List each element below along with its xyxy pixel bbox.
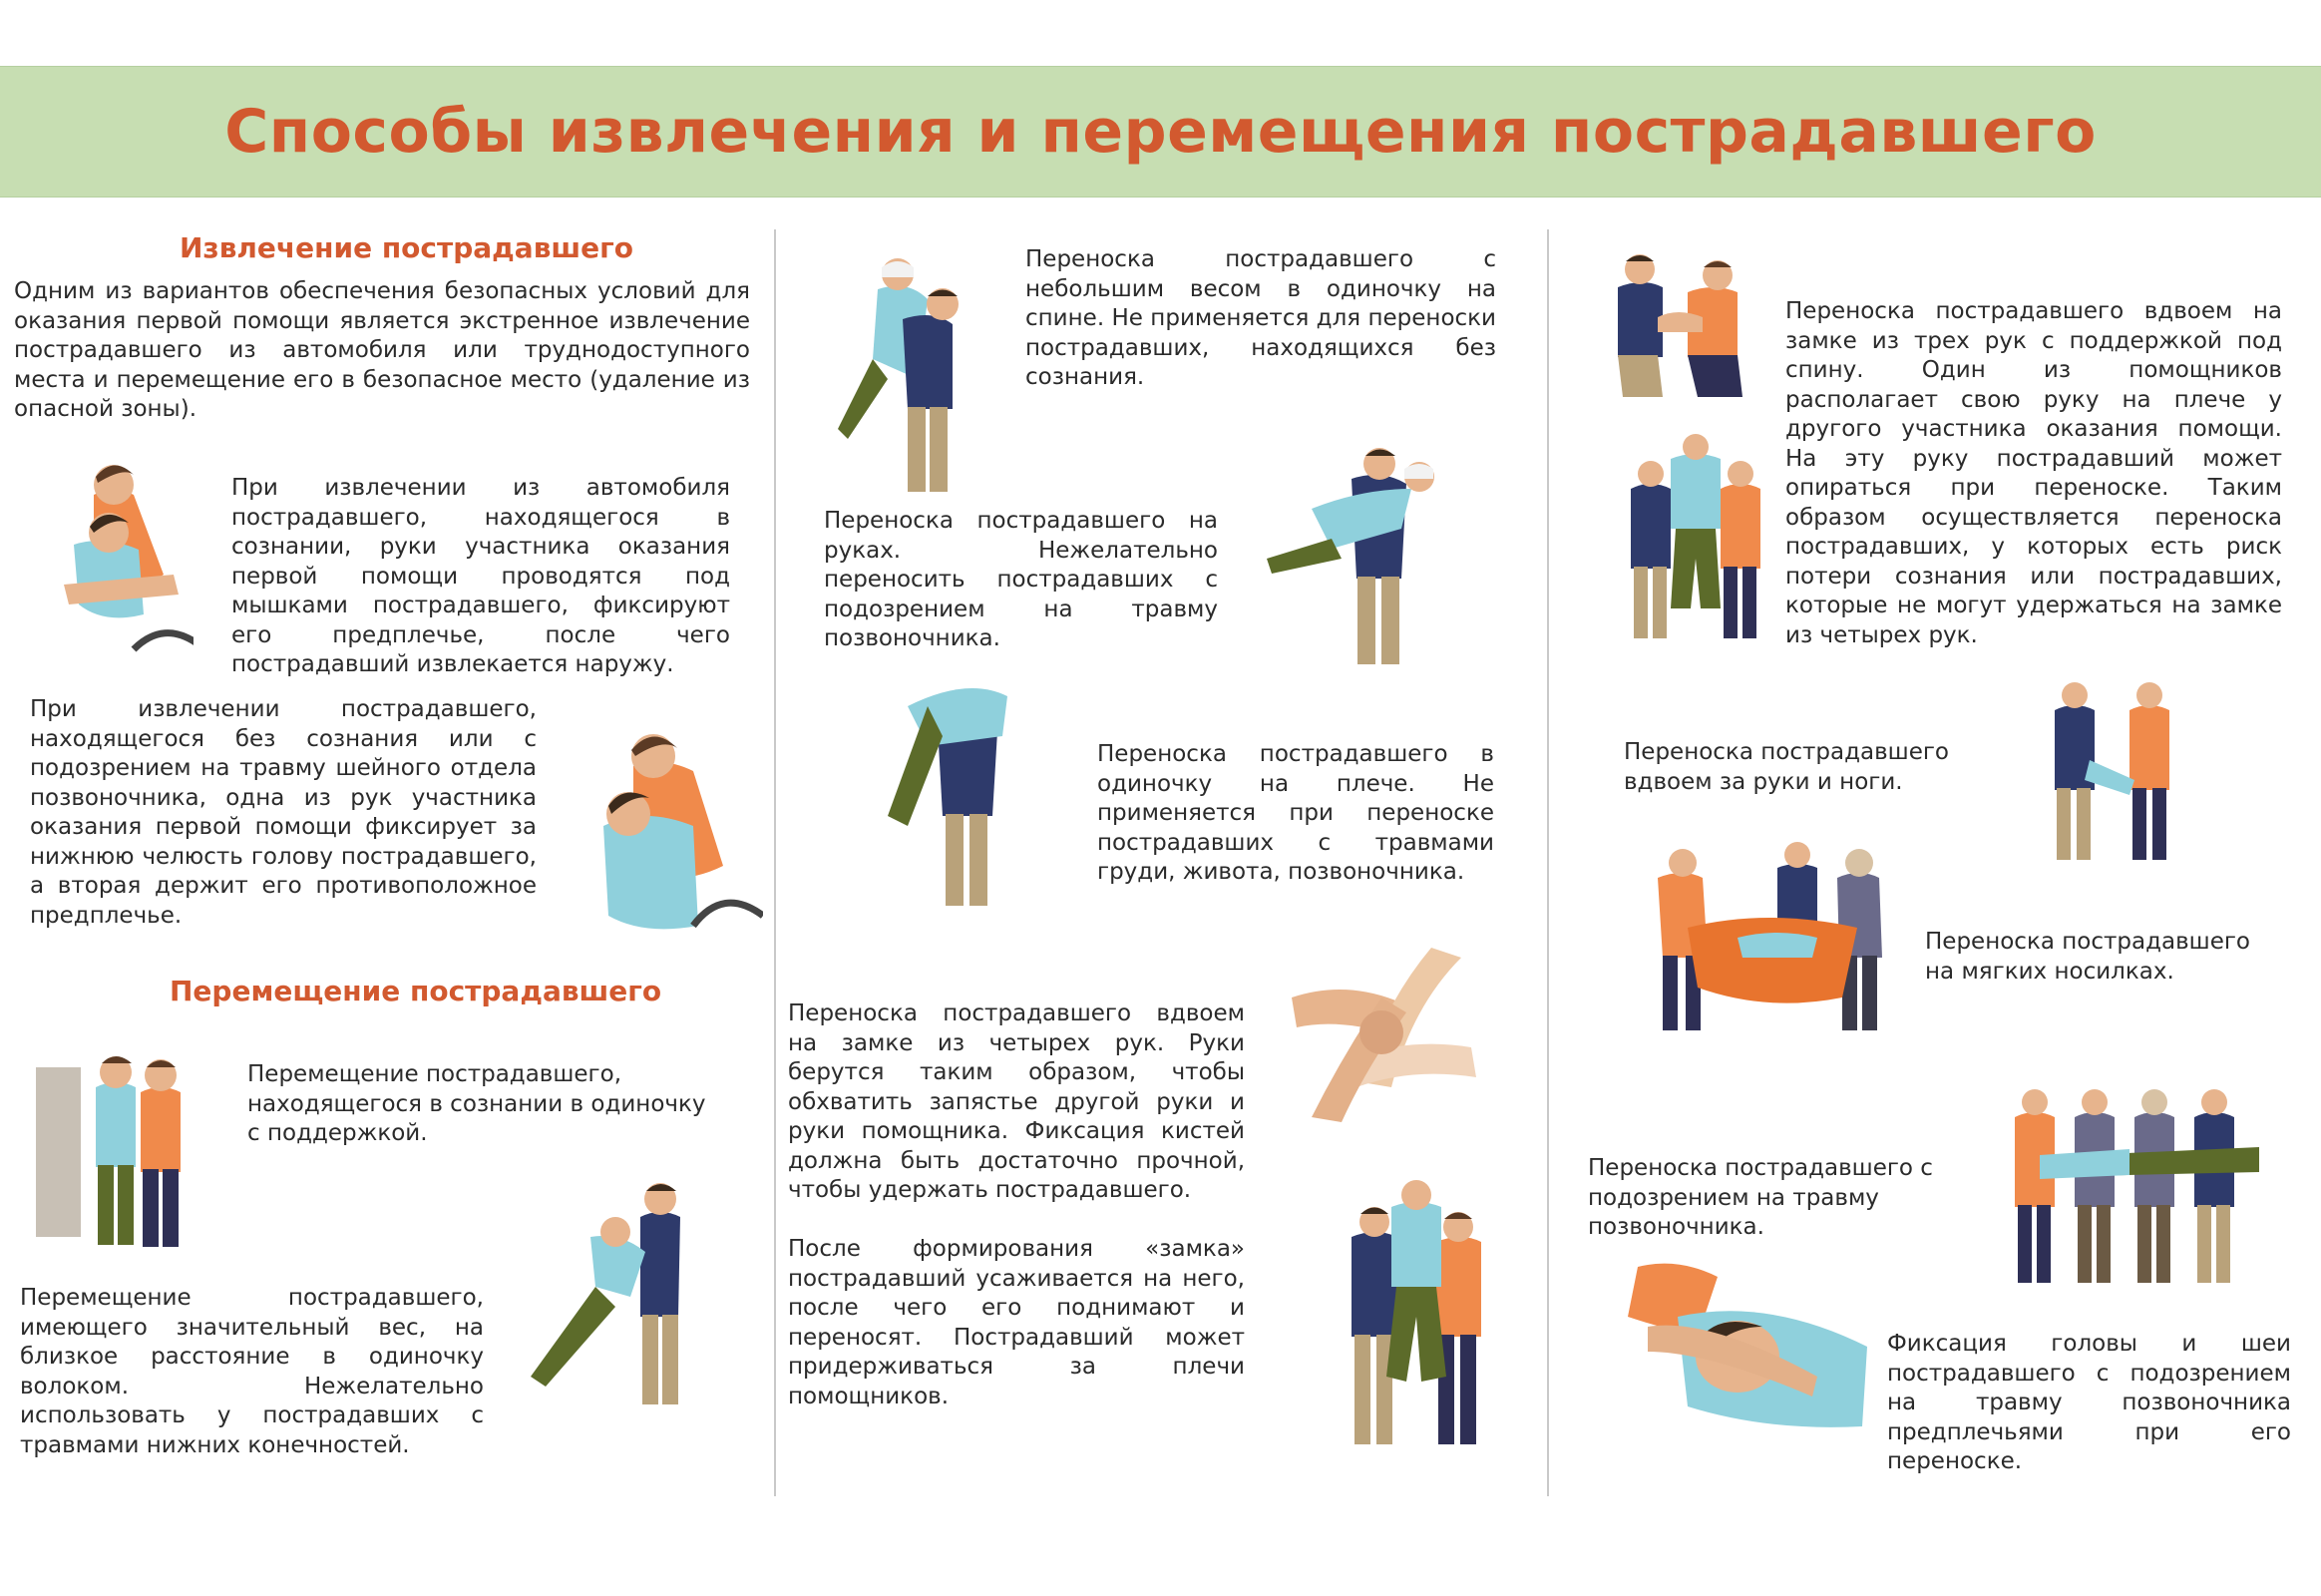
- four-hand-lock-text: Переноска пострадавшего вдвоем на замке из четырех рук. Руки берутся таким образом, чтобы обхватить запястье другой руки и руки помощника. Фиксация кистей должна быть достаточно прочной, чтобы удержать пострадавшего.: [788, 1000, 1245, 1203]
- four-hand-after-text: После формирования «замка» пострадавший усаживается на него, после чего его поднимают и переносят. Пострадавший может придерживаться за плечи помощников.: [788, 1236, 1245, 1409]
- move-drag-illustration: [521, 1177, 715, 1411]
- spine-carry-illustration: [2010, 1077, 2274, 1287]
- extraction-conscious-illustration: [34, 455, 193, 654]
- head-neck-fixation-text: Фиксация головы и шеи пострадавшего с подозрением на травму позвоночника предплечьями при его переноске.: [1887, 1331, 2291, 1474]
- three-hand-carry-illustration: [1626, 429, 1765, 643]
- arms-legs-text: Переноска пострадавшего вдвоем за руки и ноги.: [1624, 739, 1949, 795]
- move-support-illustration: [36, 1037, 215, 1252]
- carry-arms-illustration: [1262, 429, 1456, 668]
- title-banner: [0, 66, 2321, 198]
- carry-arms-text: Переноска пострадавшего на руках. Нежелательно переносить пострадавших с подозрением на травму позвоночника.: [824, 508, 1218, 651]
- soft-stretcher-text: Переноска пострадавшего на мягких носилках.: [1925, 929, 2250, 985]
- carry-back-illustration: [818, 249, 982, 494]
- four-hand-carry-illustration: [1337, 1177, 1496, 1451]
- extraction-section-title: Извлечение пострадавшего: [180, 231, 633, 264]
- page-title: Способы извлечения и перемещения пострадавшего: [224, 97, 2097, 167]
- head-neck-fixation-illustration: [1618, 1257, 1882, 1431]
- extraction-unconscious-illustration: [574, 726, 763, 936]
- column-divider-left: [774, 229, 776, 1496]
- carry-back-text: Переноска пострадавшего с небольшим весом в одиночку на спине. Не применяется для переноски пострадавших, находящихся без сознания.: [1025, 246, 1496, 390]
- arms-legs-illustration: [2045, 670, 2184, 865]
- move-drag-text: Перемещение пострадавшего, имеющего значительный вес, на близкое расстояние в одиночку волоком. Нежелательно использовать у пострадавших с травмами нижних конечностей.: [20, 1285, 484, 1458]
- extraction-conscious-text: При извлечении из автомобиля пострадавшего, находящегося в сознании, руки участника оказания первой помощи проводятся под мышками пострадавшего, фиксируют его предплечье, после чего пострадавший извлекается наружу.: [231, 475, 730, 677]
- carry-shoulder-illustration: [868, 666, 1052, 911]
- spine-carry-text: Переноска пострадавшего с подозрением на травму позвоночника.: [1588, 1155, 1933, 1240]
- column-divider-right: [1547, 229, 1549, 1496]
- extraction-intro-text: Одним из вариантов обеспечения безопасных условий для оказания первой помощи является экстренное извлечение пострадавшего из автомобиля или труднодоступного места и перемещение его в безопасное место (удаление из опасной зоны).: [14, 278, 750, 422]
- four-hand-lock-illustration: [1272, 938, 1486, 1122]
- moving-section-title: Перемещение пострадавшего: [170, 975, 662, 1007]
- move-support-text: Перемещение пострадавшего, находящегося в сознании в одиночку с поддержкой.: [247, 1061, 706, 1146]
- three-hand-lock-text: Переноска пострадавшего вдвоем на замке из трех рук с поддержкой под спину. Один из помощников располагает свою руку на плече у другого участника оказания помощи. На эту руку пострадавший может опираться при переноске. Таким образом осуществляется переноска пострадавших, у которых есть риск потери сознания или пострадавших, которые не могут удержаться на замке из четырех рук.: [1785, 298, 2282, 648]
- extraction-unconscious-text: При извлечении пострадавшего, находящегося без сознания или с подозрением на травму шейного отдела позвоночника, одна из рук участника оказания первой помощи фиксирует за нижнюю челюсть голову пострадавшего, а вторая держит его противоположное предплечье.: [30, 696, 537, 929]
- soft-stretcher-illustration: [1628, 838, 1907, 1037]
- three-hand-lock-illustration: [1608, 247, 1757, 402]
- carry-shoulder-text: Переноска пострадавшего в одиночку на плече. Не применяется при переноске пострадавших с травмами груди, живота, позвоночника.: [1097, 741, 1494, 885]
